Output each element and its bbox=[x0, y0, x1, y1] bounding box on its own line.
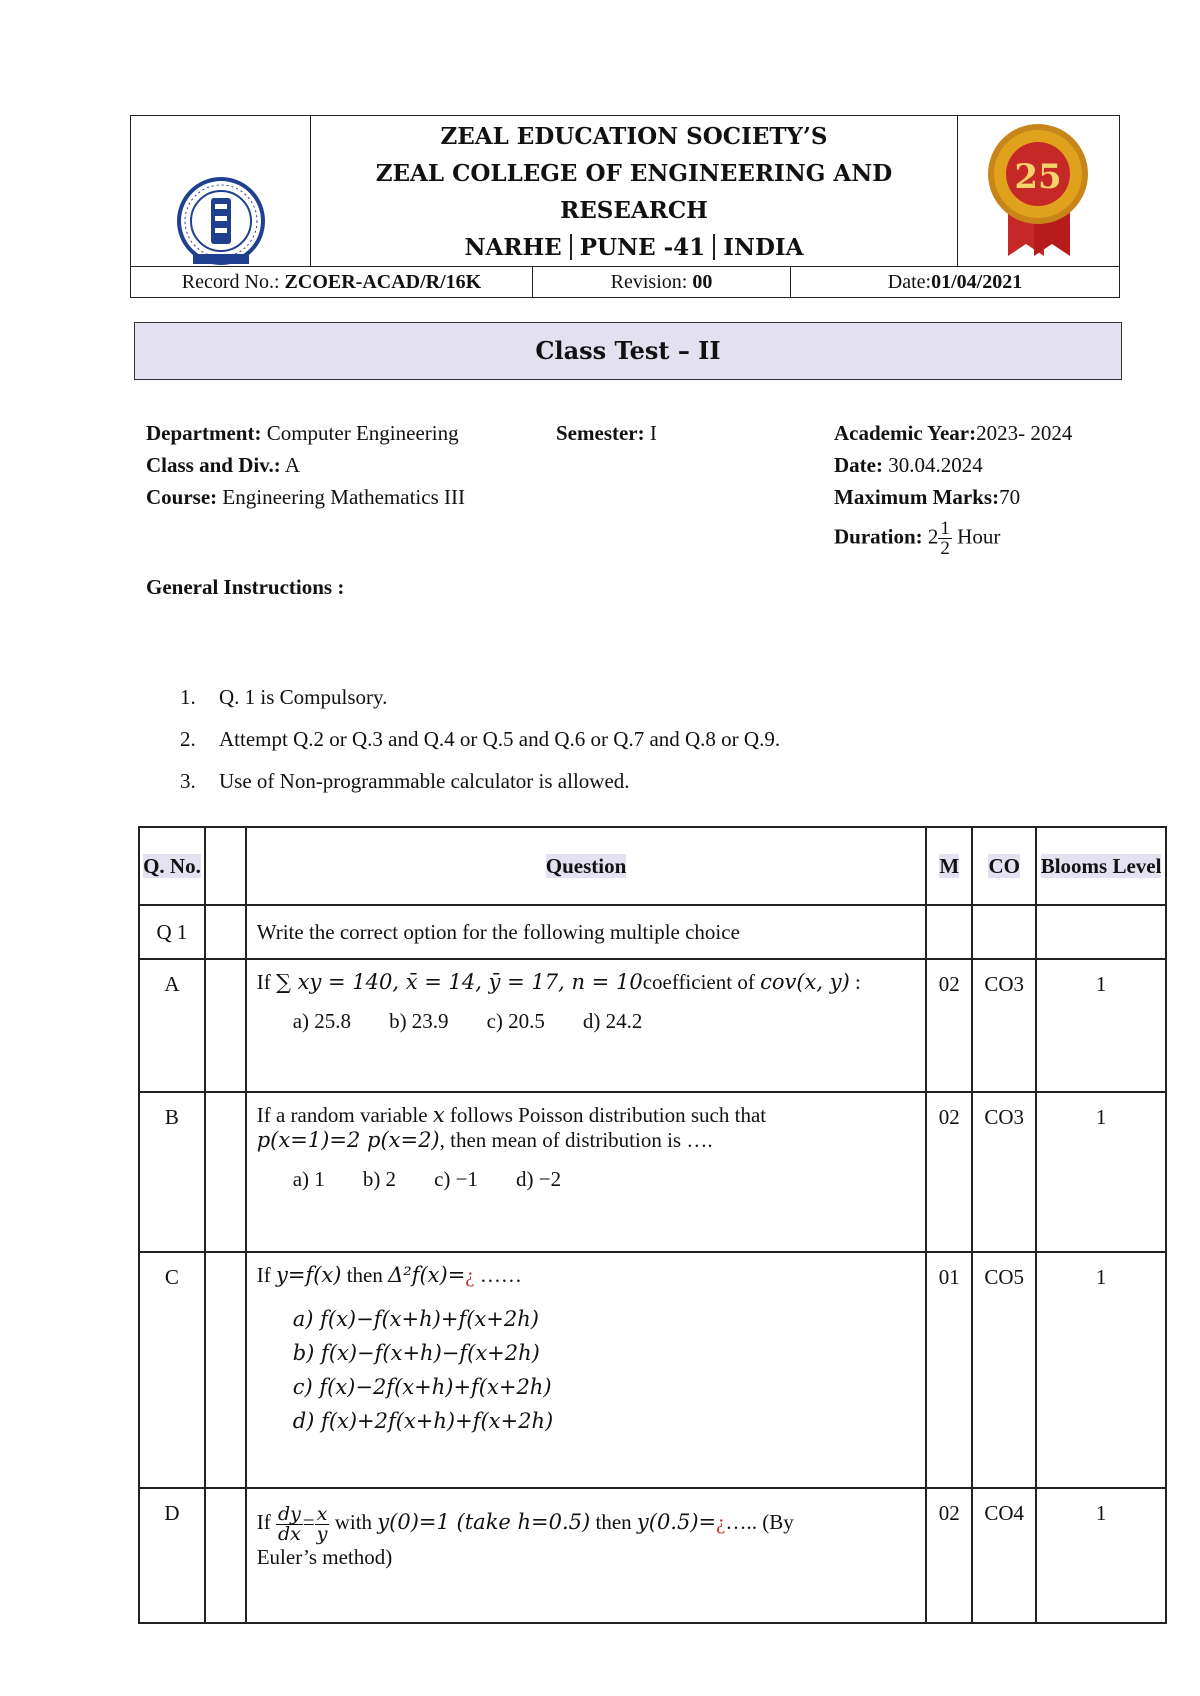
option-d: d) −2 bbox=[515, 1167, 562, 1191]
stem-text: If a random variable bbox=[256, 1103, 433, 1127]
stem-text: : bbox=[849, 970, 861, 994]
record-label: Record No.: bbox=[181, 271, 280, 293]
record-row bbox=[131, 266, 1119, 298]
blooms-cell: 1 bbox=[1036, 1092, 1166, 1252]
q1-text: Write the correct option for the following multiple choice bbox=[246, 905, 927, 959]
date-value: 01/04/2021 bbox=[931, 271, 1023, 293]
stem-math: x bbox=[432, 1103, 445, 1127]
frac-den: y bbox=[316, 1522, 328, 1545]
stem-text: follows Poisson distribution such that bbox=[444, 1103, 767, 1127]
record-no-cell bbox=[131, 267, 533, 298]
college-logo-icon bbox=[131, 116, 311, 266]
co-cell: CO4 bbox=[972, 1488, 1036, 1623]
option-a: a) 1 bbox=[292, 1167, 325, 1191]
instruction-number: 3. bbox=[180, 769, 196, 793]
stem-placeholder: ¿ bbox=[465, 1263, 475, 1287]
revision-label: Revision: bbox=[610, 271, 688, 293]
blooms-cell: 1 bbox=[1036, 959, 1166, 1092]
question-letter: A bbox=[139, 959, 205, 1092]
college-name-line1: ZEAL COLLEGE OF ENGINEERING AND bbox=[375, 160, 893, 187]
header-block bbox=[130, 115, 1120, 298]
options bbox=[257, 1302, 916, 1438]
stem-text: ….. (By bbox=[725, 1510, 794, 1534]
stem-math: p(x=1)=2 p(x=2) bbox=[256, 1128, 440, 1152]
co-cell: CO3 bbox=[972, 959, 1036, 1092]
blooms-cell: 1 bbox=[1036, 1252, 1166, 1488]
blank-cell bbox=[205, 959, 246, 1092]
college-title-cell bbox=[311, 116, 958, 266]
table-row bbox=[139, 905, 1166, 959]
question-table bbox=[138, 826, 1167, 1624]
header-question bbox=[246, 827, 927, 905]
table-row bbox=[139, 1252, 1166, 1488]
question-cell bbox=[246, 1252, 927, 1488]
max-marks-label: Maximum Marks: bbox=[834, 485, 1000, 509]
blooms-cell: 1 bbox=[1036, 1488, 1166, 1623]
instruction-item bbox=[180, 718, 780, 760]
table-row bbox=[139, 1092, 1166, 1252]
derivative-fraction bbox=[276, 1502, 303, 1545]
stem-text: coefficient of bbox=[642, 970, 761, 994]
header-blooms-text: Blooms Level bbox=[1040, 853, 1162, 878]
duration-unit: Hour bbox=[957, 524, 1001, 549]
blank-cell bbox=[205, 1488, 246, 1623]
header-blooms bbox=[1036, 827, 1166, 905]
duration-fraction bbox=[938, 519, 952, 558]
stem-text: , then mean of distribution is …. bbox=[439, 1128, 713, 1152]
question-cell bbox=[246, 959, 927, 1092]
academic-year-label: Academic Year: bbox=[834, 421, 977, 445]
instructions-list bbox=[180, 676, 780, 802]
header-qno bbox=[139, 827, 205, 905]
option-b: b) f(x)−f(x+h)−f(x+2h) bbox=[292, 1341, 540, 1365]
header-blank bbox=[205, 827, 246, 905]
table-row bbox=[139, 959, 1166, 1092]
class-value: A bbox=[284, 453, 301, 477]
instruction-item bbox=[180, 676, 780, 718]
option-b: b) 23.9 bbox=[389, 1009, 449, 1033]
stem-text: then bbox=[341, 1263, 389, 1287]
badge-cell bbox=[958, 116, 1119, 266]
blank-cell bbox=[205, 1092, 246, 1252]
table-header-row bbox=[139, 827, 1166, 905]
marks-cell: 02 bbox=[926, 1488, 972, 1623]
option-c: c) −1 bbox=[434, 1167, 478, 1191]
header-marks bbox=[926, 827, 972, 905]
stem-math: y(0.5)= bbox=[636, 1510, 717, 1534]
header-marks-text: M bbox=[939, 853, 960, 878]
options bbox=[257, 1009, 916, 1034]
college-name-line2: RESEARCH bbox=[560, 197, 708, 224]
instruction-number: 1. bbox=[180, 685, 196, 709]
society-name: ZEAL EDUCATION SOCIETY’S bbox=[440, 123, 828, 150]
option-d: d) 24.2 bbox=[582, 1009, 643, 1033]
blank-cell bbox=[205, 1252, 246, 1488]
duration-line bbox=[834, 519, 1072, 558]
stem-math: y=f(x) bbox=[275, 1263, 342, 1287]
revision-cell bbox=[533, 267, 791, 298]
options bbox=[257, 1167, 916, 1192]
academic-year-value: 2023- 2024 bbox=[976, 421, 1073, 445]
stem-text: Euler’s method) bbox=[256, 1545, 393, 1569]
max-marks-value: 70 bbox=[999, 485, 1021, 509]
frac-num: dy bbox=[277, 1502, 301, 1525]
meta-left bbox=[146, 417, 465, 513]
stem-math: ∑ xy = 140, x̄ = 14, ȳ = 17, n = 10 bbox=[275, 970, 643, 994]
option-b: b) 2 bbox=[362, 1167, 397, 1191]
header-question-text: Question bbox=[545, 853, 627, 878]
instruction-text: Q. 1 is Compulsory. bbox=[219, 685, 388, 709]
marks-cell: 02 bbox=[926, 959, 972, 1092]
stem-placeholder: ¿ bbox=[716, 1510, 726, 1534]
anniversary-badge-icon bbox=[958, 116, 1118, 266]
college-location bbox=[311, 229, 957, 266]
blank-cell bbox=[1036, 905, 1166, 959]
stem-math: y(0)=1 (take h=0.5) bbox=[377, 1510, 591, 1534]
duration-num: 1 bbox=[940, 518, 950, 539]
blank-cell bbox=[205, 905, 246, 959]
duration-den: 2 bbox=[940, 538, 950, 559]
stem-math: cov(x, y) bbox=[760, 970, 850, 994]
separator bbox=[570, 234, 572, 260]
header-co-text: CO bbox=[988, 853, 1020, 878]
header-co bbox=[972, 827, 1036, 905]
blank-cell bbox=[926, 905, 972, 959]
stem-text: with bbox=[329, 1510, 378, 1534]
stem-math: Δ²f(x)= bbox=[388, 1263, 466, 1287]
meta-right bbox=[834, 417, 1072, 558]
duration-label: Duration: bbox=[834, 524, 923, 549]
stem-text: If bbox=[256, 1510, 276, 1534]
record-value: ZCOER-ACAD/R/16K bbox=[284, 271, 482, 293]
option-c: c) 20.5 bbox=[486, 1009, 545, 1033]
department-label: Department: bbox=[146, 421, 262, 445]
marks-cell: 01 bbox=[926, 1252, 972, 1488]
option-c: c) f(x)−2f(x+h)+f(x+2h) bbox=[292, 1375, 552, 1399]
co-cell: CO5 bbox=[972, 1252, 1036, 1488]
exam-date-value: 30.04.2024 bbox=[888, 453, 983, 477]
duration-whole: 2 bbox=[927, 524, 939, 549]
department-value: Computer Engineering bbox=[266, 421, 459, 445]
option-d: d) f(x)+2f(x+h)+f(x+2h) bbox=[292, 1409, 554, 1433]
frac-den: dx bbox=[277, 1522, 301, 1545]
stem-text: = bbox=[302, 1510, 315, 1534]
co-cell: CO3 bbox=[972, 1092, 1036, 1252]
location-area: NARHE bbox=[464, 234, 562, 261]
date-cell bbox=[791, 267, 1119, 298]
instructions-heading: General Instructions : bbox=[146, 575, 345, 599]
ratio-fraction bbox=[315, 1502, 330, 1545]
logo-cell bbox=[131, 116, 311, 266]
course-label: Course: bbox=[146, 485, 218, 509]
question-letter: B bbox=[139, 1092, 205, 1252]
blank-cell bbox=[972, 905, 1036, 959]
option-a: a) 25.8 bbox=[292, 1009, 352, 1033]
frac-num: x bbox=[316, 1502, 328, 1525]
semester-value: I bbox=[649, 421, 657, 445]
revision-value: 00 bbox=[692, 271, 713, 293]
instruction-text: Use of Non-programmable calculator is allowed. bbox=[219, 769, 630, 793]
instruction-number: 2. bbox=[180, 727, 196, 751]
stem-text: …… bbox=[474, 1263, 522, 1287]
instruction-text: Attempt Q.2 or Q.3 and Q.4 or Q.5 and Q.6 or Q.7 and Q.8 or Q.9. bbox=[219, 727, 781, 751]
stem-text: If bbox=[256, 1263, 276, 1287]
date-label: Date: bbox=[887, 271, 932, 293]
stem-text: then bbox=[590, 1510, 637, 1534]
separator bbox=[713, 234, 715, 260]
q1-number: Q 1 bbox=[139, 905, 205, 959]
badge-number: 25 bbox=[1014, 157, 1062, 197]
marks-cell: 02 bbox=[926, 1092, 972, 1252]
location-country: INDIA bbox=[723, 234, 804, 261]
table-row bbox=[139, 1488, 1166, 1623]
stem-text: If bbox=[256, 970, 276, 994]
question-letter: C bbox=[139, 1252, 205, 1488]
question-cell bbox=[246, 1092, 927, 1252]
question-cell bbox=[246, 1488, 927, 1623]
header-qno-text: Q. No. bbox=[143, 853, 201, 878]
location-city: PUNE -41 bbox=[579, 234, 706, 261]
class-label: Class and Div.: bbox=[146, 453, 281, 477]
meta-middle bbox=[556, 417, 657, 449]
question-letter: D bbox=[139, 1488, 205, 1623]
exam-date-label: Date: bbox=[834, 453, 883, 477]
semester-label: Semester: bbox=[556, 421, 645, 445]
test-title: Class Test – II bbox=[134, 322, 1122, 380]
course-value: Engineering Mathematics III bbox=[222, 485, 465, 509]
instruction-item bbox=[180, 760, 780, 802]
option-a: a) f(x)−f(x+h)+f(x+2h) bbox=[292, 1307, 539, 1331]
